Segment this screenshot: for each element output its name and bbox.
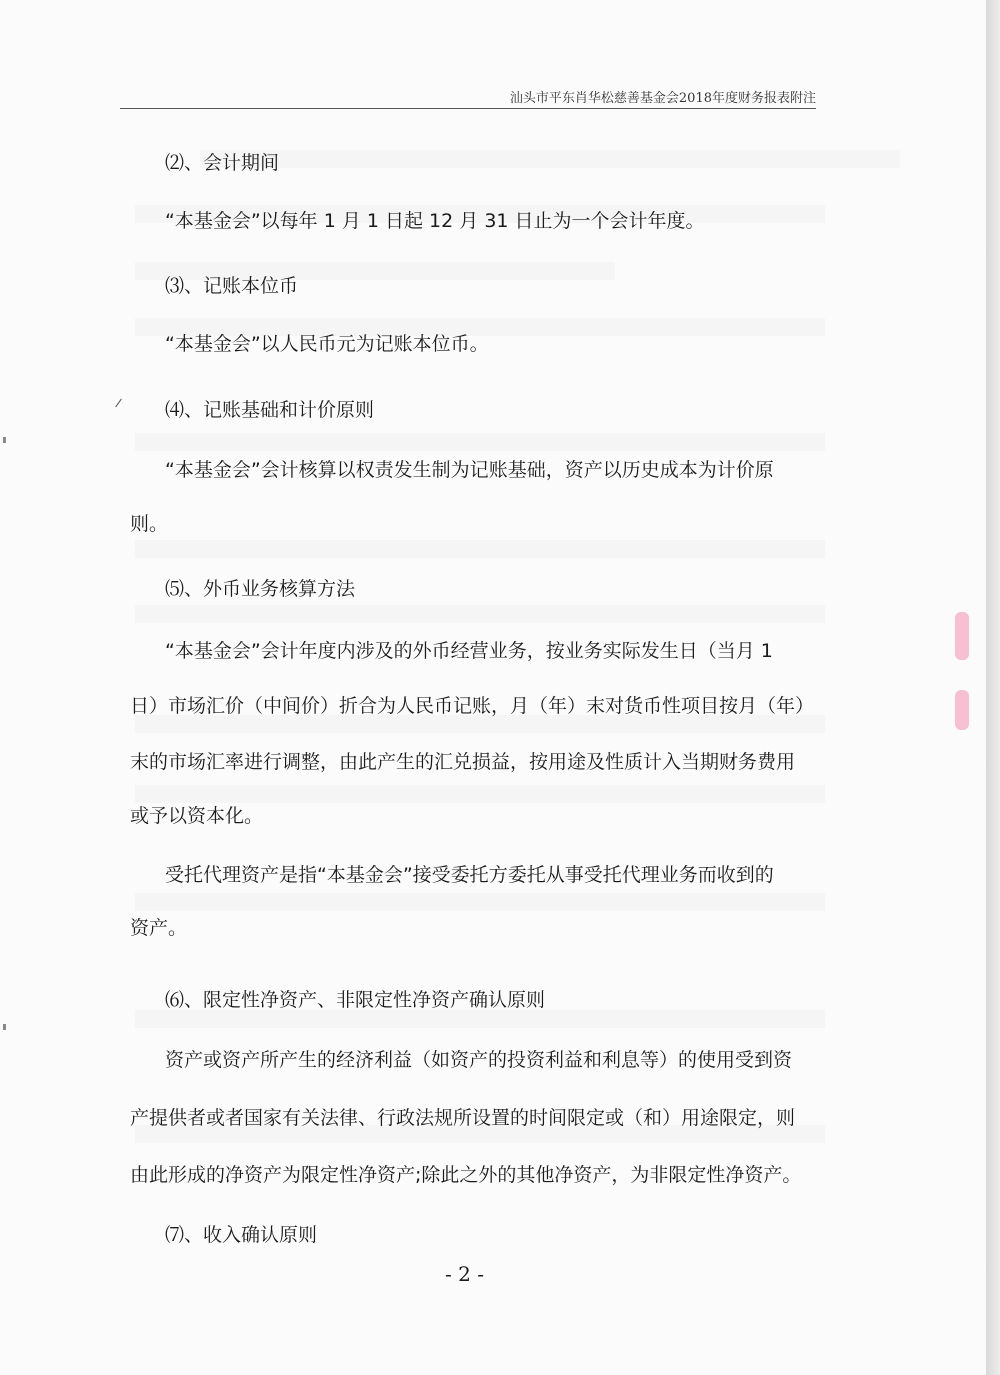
section-7-heading: ⑺、收入确认原则 bbox=[165, 1224, 318, 1246]
section-6-paragraph-line: 产提供者或者国家有关法律、行政法规所设置的时间限定或（和）用途限定，则 bbox=[130, 1107, 796, 1129]
bleed-through-line bbox=[135, 893, 825, 911]
page-edge bbox=[986, 0, 1000, 1375]
section-4-paragraph-line: 则。 bbox=[130, 513, 169, 535]
seal-fragment bbox=[955, 690, 969, 730]
binding-hole-mark bbox=[3, 437, 6, 443]
bleed-through-line bbox=[135, 540, 825, 558]
section-2-paragraph: “本基金会”以每年 1 月 1 日起 12 月 31 日止为一个会计年度。 bbox=[165, 210, 705, 232]
section-6-heading: ⑹、限定性净资产、非限定性净资产确认原则 bbox=[165, 989, 546, 1011]
page-number: - 2 - bbox=[445, 1262, 484, 1286]
bleed-through-line bbox=[135, 433, 825, 451]
bleed-through-line bbox=[135, 605, 825, 623]
seal-fragment bbox=[955, 612, 969, 660]
section-5-paragraph-line: “本基金会”会计年度内涉及的外币经营业务，按业务实际发生日（当月 1 bbox=[165, 640, 773, 662]
bleed-through-line bbox=[200, 150, 900, 168]
section-5-paragraph-line: 日）市场汇价（中间价）折合为人民币记账，月（年）末对货币性项目按月（年） bbox=[130, 695, 815, 717]
section-5-paragraph2-line: 资产。 bbox=[130, 917, 188, 939]
section-5-paragraph-line: 或予以资本化。 bbox=[130, 805, 264, 827]
header-rule bbox=[120, 108, 816, 109]
section-5-heading: ⑸、外币业务核算方法 bbox=[165, 578, 356, 600]
binding-hole-mark bbox=[3, 1024, 6, 1030]
section-5-paragraph-line: 末的市场汇率进行调整，由此产生的汇兑损益，按用途及性质计入当期财务费用 bbox=[130, 751, 796, 773]
section-6-paragraph-line: 资产或资产所产生的经济利益（如资产的投资利益和利息等）的使用受到资 bbox=[165, 1049, 793, 1071]
bleed-through-line bbox=[135, 1010, 825, 1028]
section-3-heading: ⑶、记账本位币 bbox=[165, 275, 299, 297]
section-4-heading: ⑷、记账基础和计价原则 bbox=[165, 399, 375, 421]
section-3-paragraph: “本基金会”以人民币元为记账本位币。 bbox=[165, 333, 489, 355]
section-4-paragraph-line: “本基金会”会计核算以权责发生制为记账基础，资产以历史成本为计价原 bbox=[165, 459, 774, 481]
section-6-paragraph-line: 由此形成的净资产为限定性净资产;除此之外的其他净资产，为非限定性净资产。 bbox=[130, 1164, 802, 1186]
section-2-heading: ⑵、会计期间 bbox=[165, 152, 280, 174]
section-5-paragraph2-line: 受托代理资产是指“本基金会”接受委托方委托从事受托代理业务而收到的 bbox=[165, 864, 774, 886]
running-header: 汕头市平东肖华松慈善基金会2018年度财务报表附注 bbox=[509, 91, 816, 106]
pencil-mark bbox=[115, 399, 122, 408]
